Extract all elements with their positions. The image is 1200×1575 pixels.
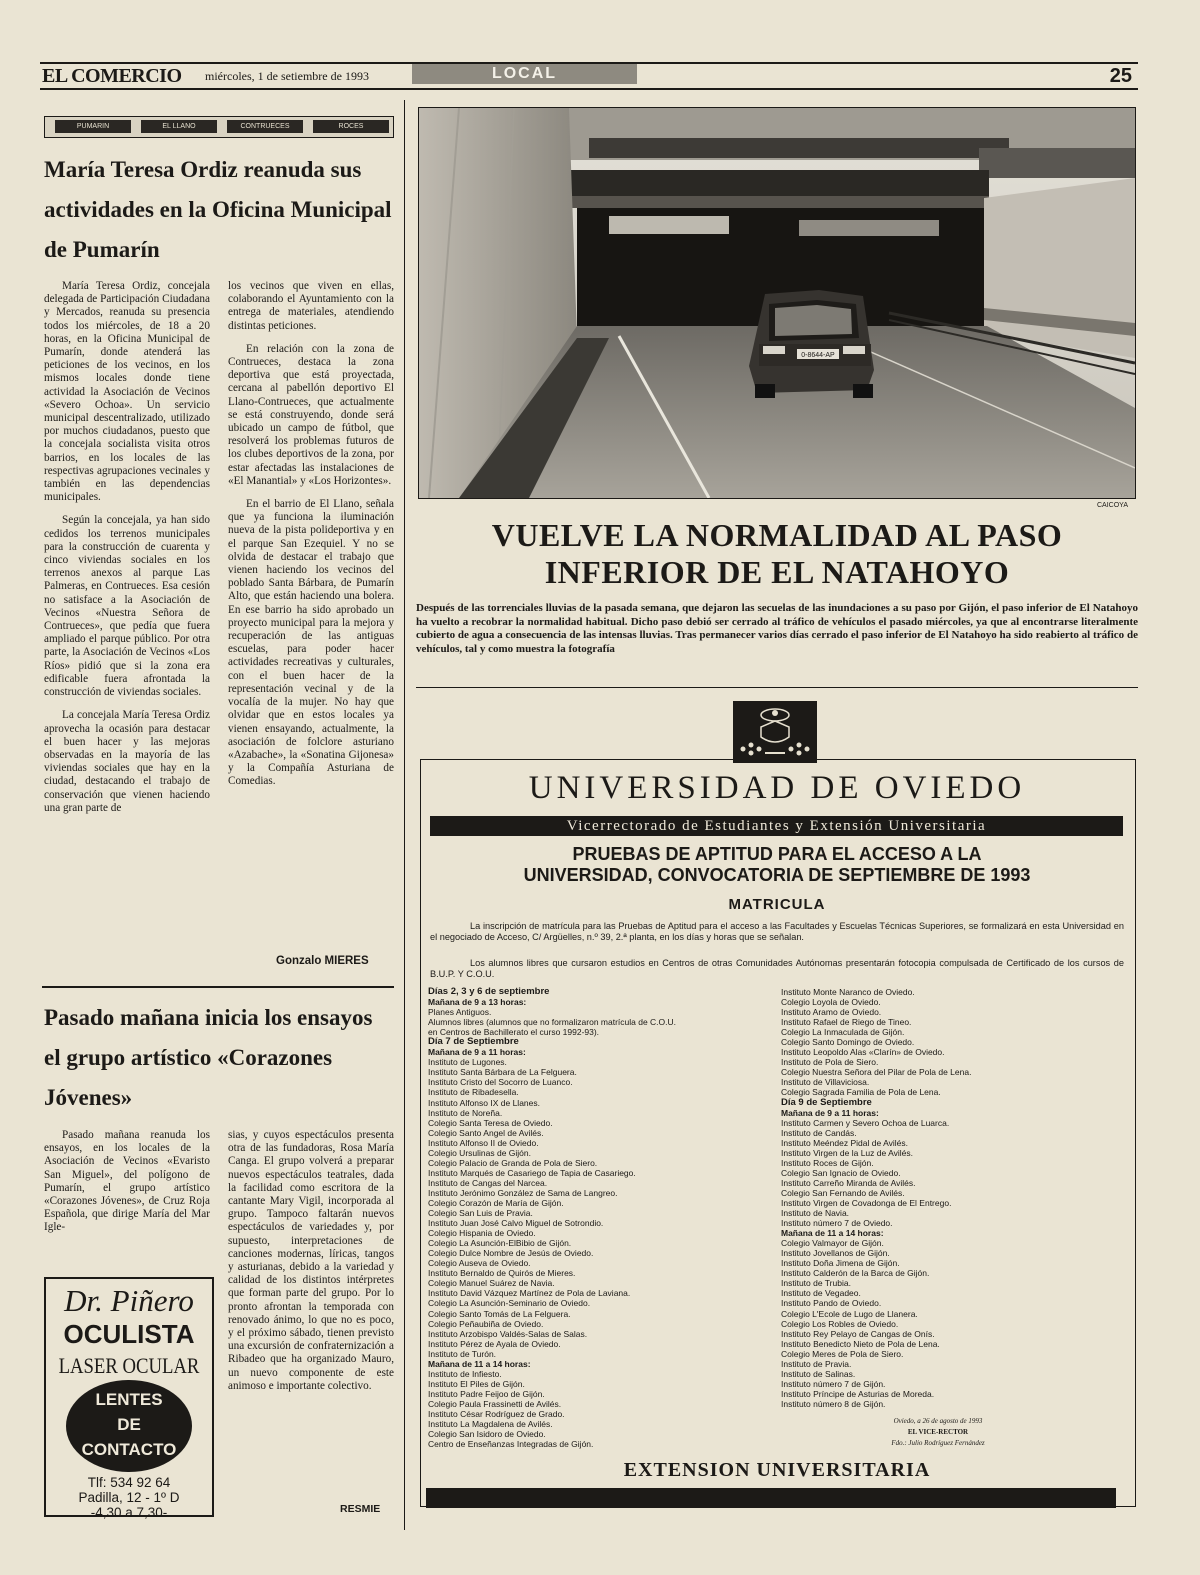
schedule-item: Instituto Jovellanos de Gijón.: [781, 1248, 890, 1259]
article-pumarin-headline: María Teresa Ordiz reanuda sus actividades en la Oficina Municipal de Pumarín: [44, 157, 392, 262]
schedule-item: Instituto Carmen y Severo Ochoa de Luarca.: [781, 1117, 950, 1128]
schedule-item: Instituto David Vázquez Martínez de Pola de Laviana.: [428, 1288, 631, 1299]
schedule-item: Instituto Rafael de Riego de Tineo.: [781, 1017, 912, 1028]
schedule-item: Instituto Calderón de la Barca de Gijón.: [781, 1268, 930, 1279]
schedule-item: Instituto Marqués de Casariego de Tapia de Casariego.: [428, 1167, 636, 1178]
paragraph: María Teresa Ordiz, concejala delegada de Participación Ciudadana y Mercados, reanuda su presencia todos los miércoles, de 18 a 20 horas, en la Oficina Municipal de Pumarín, donde atenderá las peticiones de los vecinos, en los mismos locales donde tiene actividad la Asociación de Vecinos «Severo Ochoa». Un servicio municipal descentralizado, utilizado por muchos ciudadanos, puesto que la concejala socialista visita otros barrios, en los locales de las respectivas agrupaciones vecinales y también en las dependencias municipales.: [44, 280, 210, 504]
schedule-item: Colegio Los Robles de Oviedo.: [781, 1318, 899, 1329]
schedule-item: Instituto Bernaldo de Quirós de Mieres.: [428, 1268, 576, 1279]
schedule-item: Colegio Valmayor de Gijón.: [781, 1238, 884, 1249]
schedule-item: Instituto Príncipe de Asturias de Moreda.: [781, 1388, 935, 1399]
underpass-photo-illustration: [419, 108, 1135, 498]
article-corazones-headline: Pasado mañana inicia los ensayos el grupo artístico «Corazones Jóvenes»: [44, 1005, 373, 1110]
schedule-item: Colegio L'Ecole de Lugo de Llanera.: [781, 1308, 918, 1319]
schedule-item: Instituto de Pravia.: [781, 1358, 852, 1369]
schedule-item: Colegio Meres de Pola de Siero.: [781, 1348, 904, 1359]
schedule-item: Colegio La Inmaculada de Gijón.: [781, 1027, 905, 1038]
schedule-item: Colegio San Ignacio de Oviedo.: [781, 1167, 901, 1178]
schedule-item: Instituto Monte Naranco de Oviedo.: [781, 987, 915, 997]
schedule-item: Instituto La Magdalena de Avilés.: [428, 1419, 553, 1430]
schedule-item: Colegio Sagrada Familia de Pola de Lena.: [781, 1087, 941, 1098]
libres-paragraph: Los alumnos libres que cursaron estudios en Centros de otras Comunidades Autónomas presentarán fotocopia compulsada de Certificado de los cursos de B.U.P. Y C.O.U.: [430, 958, 1124, 979]
footer-bar: [426, 1488, 1116, 1508]
schedule-item: Instituto Juan José Calvo Miguel de Sotrondio.: [428, 1218, 604, 1229]
schedule-item: Instituto Alfonso II de Oviedo.: [428, 1137, 539, 1148]
schedule-item: Colegio La Asunción-ElBibio de Gijón.: [428, 1238, 572, 1249]
schedule-item: Instituto Pando de Oviedo.: [781, 1298, 882, 1309]
schedule-timeslot: Mañana de 9 a 11 horas:: [428, 1047, 526, 1058]
article-pumarin-byline: Gonzalo MIERES: [276, 955, 369, 967]
article-separator: [42, 986, 394, 988]
signature-date: Oviedo, a 26 de agosto de 1993: [893, 1417, 983, 1425]
schedule-item: Colegio Palacio de Granda de Pola de Siero.: [428, 1157, 598, 1168]
schedule-item: Colegio Dulce Nombre de Jesús de Oviedo.: [428, 1248, 594, 1259]
schedule-timeslot: Mañana de 9 a 11 horas:: [781, 1107, 879, 1118]
photo-story-headline: VUELVE LA NORMALIDAD AL PASO INFERIOR DE EL NATAHOYO: [491, 517, 1063, 590]
schedule-item: Instituto de Candás.: [781, 1127, 857, 1138]
paragraph: Según la concejala, ya han sido cedidos los terrenos municipales para la construcción de cuarenta y cinco viviendas sociales en los terrenos anexos al parque Las Palmeras, en Contrueces. Esa cesión no satisface a la Asociación de Vecinos «Nuestra Señora de Contrueces», que pedía que fuera ampliado el parque público. Por otra parte, la Asociación de Vecinos «Los Ríos» pidió que si la zona era edificable fuera afrontada la construcción de viviendas sociales.: [44, 514, 210, 699]
tag-pumarin: PUMARIN: [55, 120, 131, 133]
schedule-right-column: [781, 987, 1126, 1409]
schedule-item: Colegio Santo Domingo de Oviedo.: [781, 1037, 915, 1048]
schedule-item: Instituto Santa Bárbara de La Felguera.: [428, 1067, 577, 1078]
schedule-item: Instituto número 7 de Oviedo.: [781, 1218, 893, 1229]
schedule-item: Instituto de Salinas.: [781, 1368, 856, 1379]
schedule-item: Colegio Santo Angel de Avilés.: [428, 1127, 544, 1138]
schedule-item: Instituto de Lugones.: [428, 1057, 507, 1068]
schedule-left-column: [428, 987, 773, 1449]
schedule-item: Colegio Loyola de Oviedo.: [781, 997, 881, 1008]
schedule-item: Instituto número 7 de Gijón.: [781, 1378, 886, 1389]
signature-block: [828, 1416, 1048, 1449]
pruebas-line: UNIVERSIDAD, CONVOCATORIA DE SEPTIEMBRE DE 1993: [523, 865, 1031, 885]
paragraph: En relación con la zona de Contrueces, destaca la zona deportiva que está proyectada, cercana al pabellón deportivo El Llano-Contrueces, que actualmente se está construyendo, donde será ubicado un campo de fútbol, que resolverá los problemas futuros de los clubes deportivos de la zona, por estar afectadas las instalaciones de «El Manantial» y «Los Horizontes».: [228, 342, 394, 487]
signature-name: Fdo.: Julio Rodríguez Fernández: [891, 1439, 985, 1447]
article-corazones-byline: RESMIE: [340, 1503, 381, 1515]
photo-underpass: [418, 107, 1136, 499]
tag-el-llano: EL LLANO: [141, 120, 217, 133]
schedule-item: Colegio Peñaubiña de Oviedo.: [428, 1318, 544, 1329]
schedule-item: Instituto de Infiesto.: [428, 1368, 502, 1379]
schedule-item: Instituto de Turón.: [428, 1348, 497, 1359]
schedule-item: Instituto de Vegadeo.: [781, 1288, 861, 1299]
pruebas-line: PRUEBAS DE APTITUD PARA EL ACCESO A LA: [572, 844, 982, 864]
extension-footer: EXTENSION UNIVERSITARIA: [623, 1459, 931, 1481]
pruebas-heading: [420, 844, 1134, 886]
schedule-item: Instituto Roces de Gijón.: [781, 1157, 874, 1168]
schedule-timeslot: Mañana de 11 a 14 horas:: [428, 1358, 531, 1369]
schedule-item: Instituto número 8 de Gijón.: [781, 1398, 886, 1409]
schedule-item: Alumnos libres (alumnos que no formalizaron matrícula de C.O.U.: [428, 1017, 677, 1028]
schedule-item: Instituto Jerónimo González de Sama de Langreo.: [428, 1187, 618, 1198]
signature-role: EL VICE-RECTOR: [907, 1428, 969, 1436]
ad-hours: -4,30 a 7,30-: [90, 1505, 168, 1520]
schedule-item: Instituto Padre Feijoo de Gijón.: [428, 1388, 545, 1399]
newspaper-logo: EL COMERCIO: [42, 65, 182, 87]
article-pumarin-col2: [228, 280, 394, 799]
matricula-heading: MATRICULA: [728, 896, 826, 913]
schedule-item: Instituto Virgen de Covadonga de El Entrego.: [781, 1197, 952, 1208]
schedule-item: Colegio Manuel Suárez de Navia.: [428, 1278, 555, 1289]
schedule-item: Colegio Santa Teresa de Oviedo.: [428, 1117, 553, 1128]
schedule-item: Instituto Meéndez Pidal de Avilés.: [781, 1137, 908, 1148]
schedule-item: Instituto Aramo de Oviedo.: [781, 1007, 882, 1018]
schedule-item: Colegio Nuestra Señora del Pilar de Pola de Lena.: [781, 1067, 972, 1078]
university-crest-icon: [733, 701, 817, 763]
schedule-item: Colegio Corazón de María de Gijón.: [428, 1197, 564, 1208]
license-plate: 0-8644-AP: [801, 352, 835, 359]
schedule-item: Instituto Leopoldo Alas «Clarín» de Oviedo.: [781, 1047, 945, 1058]
article-pumarin-col1: [44, 280, 210, 825]
schedule-item: Instituto Arzobispo Valdés-Salas de Salas.: [428, 1328, 588, 1339]
schedule-item: Instituto Virgen de la Luz de Avilés.: [781, 1147, 913, 1158]
schedule-item: en Centros de Bachillerato el curso 1992-93).: [428, 1027, 600, 1038]
schedule-item: Instituto de Trubia.: [781, 1278, 851, 1289]
schedule-item: Colegio San Fernando de Avilés.: [781, 1187, 905, 1198]
university-subtitle: Vicerrectorado de Estudiantes y Extensión Universitaria: [430, 816, 1123, 836]
schedule-day: Día 9 de Septiembre: [781, 1097, 872, 1108]
article-corazones-col1: [44, 1129, 210, 1245]
neighborhood-strip: [44, 116, 394, 138]
schedule-item: Instituto Alfonso IX de Llanes.: [428, 1097, 540, 1108]
schedule-day: Día 7 de Septiembre: [428, 1037, 519, 1048]
schedule-item: Instituto Pérez de Ayala de Oviedo.: [428, 1338, 561, 1349]
schedule-item: Instituto El Piles de Gijón.: [428, 1378, 525, 1389]
photo-credit: CAICOYA: [1097, 502, 1128, 509]
schedule-item: Instituto de Navia.: [781, 1208, 850, 1219]
university-title: UNIVERSIDAD DE OVIEDO: [528, 770, 1026, 806]
schedule-item: Colegio Santo Tomás de La Felguera.: [428, 1308, 571, 1319]
schedule-item: Instituto Doña Jimena de Gijón.: [781, 1258, 900, 1269]
schedule-item: Instituto Cristo del Socorro de Luanco.: [428, 1077, 573, 1088]
schedule-item: Instituto Benedicto Nieto de Pola de Lena.: [781, 1338, 940, 1349]
car: [749, 290, 874, 398]
tag-roces: ROCES: [313, 120, 389, 133]
ad-phone: Tlf: 534 92 64: [87, 1475, 171, 1490]
schedule-day: Días 2, 3 y 6 de septiembre: [428, 987, 550, 997]
schedule-item: Colegio Hispania de Oviedo.: [428, 1228, 536, 1239]
paragraph: La concejala María Teresa Ordiz aprovecha la ocasión para destacar el buen hacer y las mejoras observadas en la mayoría de las viviendas sociales que hay en la ciudad, destacando el trabajo de conservación que vienen haciendo una gran parte de: [44, 709, 210, 814]
schedule-timeslot: Mañana de 11 a 14 horas:: [781, 1228, 884, 1239]
column-divider: [404, 100, 405, 1530]
schedule-item: Colegio Ursulinas de Gijón.: [428, 1147, 531, 1158]
article-corazones-col2: [228, 1129, 394, 1403]
schedule-item: Instituto Carreño Miranda de Avilés.: [781, 1177, 916, 1188]
masthead: [40, 62, 1138, 90]
schedule-item: Centro de Enseñanzas Integradas de Gijón.: [428, 1439, 594, 1450]
schedule-item: Colegio San Luis de Pravia.: [428, 1208, 533, 1219]
schedule-item: Colegio Paula Frassinetti de Avilés.: [428, 1398, 562, 1409]
paragraph: sias, y cuyos espectáculos presenta otra de las fundadoras, Rosa María Canga. El grupo volverá a preparar nuevos espectáculos teatrales, dada la facilidad como escritora de la cantante Mary Vigil, incorporada al grupo. Tampoco faltarán nuevos espectáculos de variedades y, por supuesto, interpretaciones de canciones modernas, líricas, tangos y asturianas, debido a la variedad y calidad de los distintos intérpretes que forman parte del grupo. Por lo pronto afrontan la temporada con renovado ánimo, lo que no es poco, y el próximo sábado, tienen previsto una excursión de confraternización a Ribadeo que ha organizado Mauro, un nuevo componente de este animoso e importante colectivo.: [228, 1129, 394, 1392]
advert-dr-pinero: [44, 1277, 214, 1520]
schedule-item: Instituto César Rodríguez de Grado.: [428, 1408, 565, 1419]
ad-oval-text: CONTACTO: [81, 1440, 177, 1459]
photo-story-lead: Después de las torrenciales lluvias de la pasada semana, que dejaron las secuelas de las inundaciones a su paso por Gijón, el paso inferior de El Natahoyo ha vuelto a recobrar la normalidad habitual. Dicho paso debió ser cerrado al tráfico de vehículos el pasado miércoles, ya que al encontrarse literalmente cubierto de agua a consecuencia de las intensas lluvias. Tras permanecer varios días cerrado el paso inferior de El Natahoyo ha sido reabierto al tráfico de vehículos, tal y como muestra la fotografía: [416, 602, 1138, 655]
inscription-paragraph: La inscripción de matrícula para las Pruebas de Aptitud para el acceso a las Facultades y Escuelas Técnicas Superiores, se formalizará en esta Universidad en el negociado de Acceso, C/ Argüelles, n.º 39, 2.ª planta, en los días y horas que se señalan.: [430, 921, 1124, 942]
tag-contrueces: CONTRUECES: [227, 120, 303, 133]
ad-service: LASER OCULAR: [58, 1353, 200, 1378]
issue-date: miércoles, 1 de setiembre de 1993: [205, 69, 369, 83]
ad-oval-text: LENTES: [95, 1390, 163, 1409]
schedule-item: Colegio Auseva de Oviedo.: [428, 1258, 531, 1269]
paragraph: Pasado mañana reanuda los ensayos, en los locales de la Asociación de Vecinos «Evaristo San Miguel», del polígono de Pumarín, el grupo artístico «Corazones Jóvenes», de Cruz Roja Española, que dirige María del Mar Igle-: [44, 1129, 210, 1234]
schedule-item: Instituto de Pola de Siero.: [781, 1057, 879, 1068]
page-number: 25: [1109, 65, 1132, 87]
schedule-item: Colegio La Asunción-Seminario de Oviedo.: [428, 1298, 591, 1309]
schedule-item: Planes Antiguos.: [428, 1007, 492, 1018]
schedule-timeslot: Mañana de 9 a 13 horas:: [428, 997, 527, 1008]
schedule-item: Instituto Rey Pelayo de Cangas de Onís.: [781, 1328, 935, 1339]
story-separator: [416, 687, 1138, 688]
ad-address: Padilla, 12 - 1º D: [78, 1490, 180, 1505]
schedule-item: Colegio San Isidoro de Oviedo.: [428, 1429, 546, 1440]
ad-oval-text: DE: [117, 1415, 141, 1434]
schedule-item: Instituto de Noreña.: [428, 1107, 503, 1118]
schedule-item: Instituto de Cangas del Narcea.: [428, 1177, 548, 1188]
section-label: LOCAL: [412, 64, 637, 84]
schedule-item: Instituto de Villaviciosa.: [781, 1077, 870, 1088]
schedule-item: Instituto de Ribadesella.: [428, 1087, 519, 1098]
paragraph: En el barrio de El Llano, señala que ya funciona la iluminación nueva de la pista polideportiva y en el parque San Ezequiel. Y no se olvida de destacar el trabajo que vienen haciendo los vecinos del poblado Santa Bárbara, de Pumarín Alto, que están haciendo una bolera. En ese barrio ha sido aprobado un proyecto municipal para la mejora y recuperación de las antiguas escuelas, para poder hacer actividades recreativas y culturales, con el buen hacer de la representación vecinal y de la vocalía de la mujer. No hay que olvidar que en estos locales ya vienen ensayando, actualmente, la asociación de folclore asturiano «Azabache», la «Sonatina Gijonesa» y la Compañía Asturiana de Comedias.: [228, 498, 394, 788]
paragraph: los vecinos que viven en ellas, colaborando el Ayuntamiento con la entrega de materiales, atendiendo distintas peticiones.: [228, 280, 394, 332]
ad-specialty: OCULISTA: [63, 1319, 195, 1349]
ad-doctor-name: Dr. Piñero: [64, 1283, 194, 1318]
